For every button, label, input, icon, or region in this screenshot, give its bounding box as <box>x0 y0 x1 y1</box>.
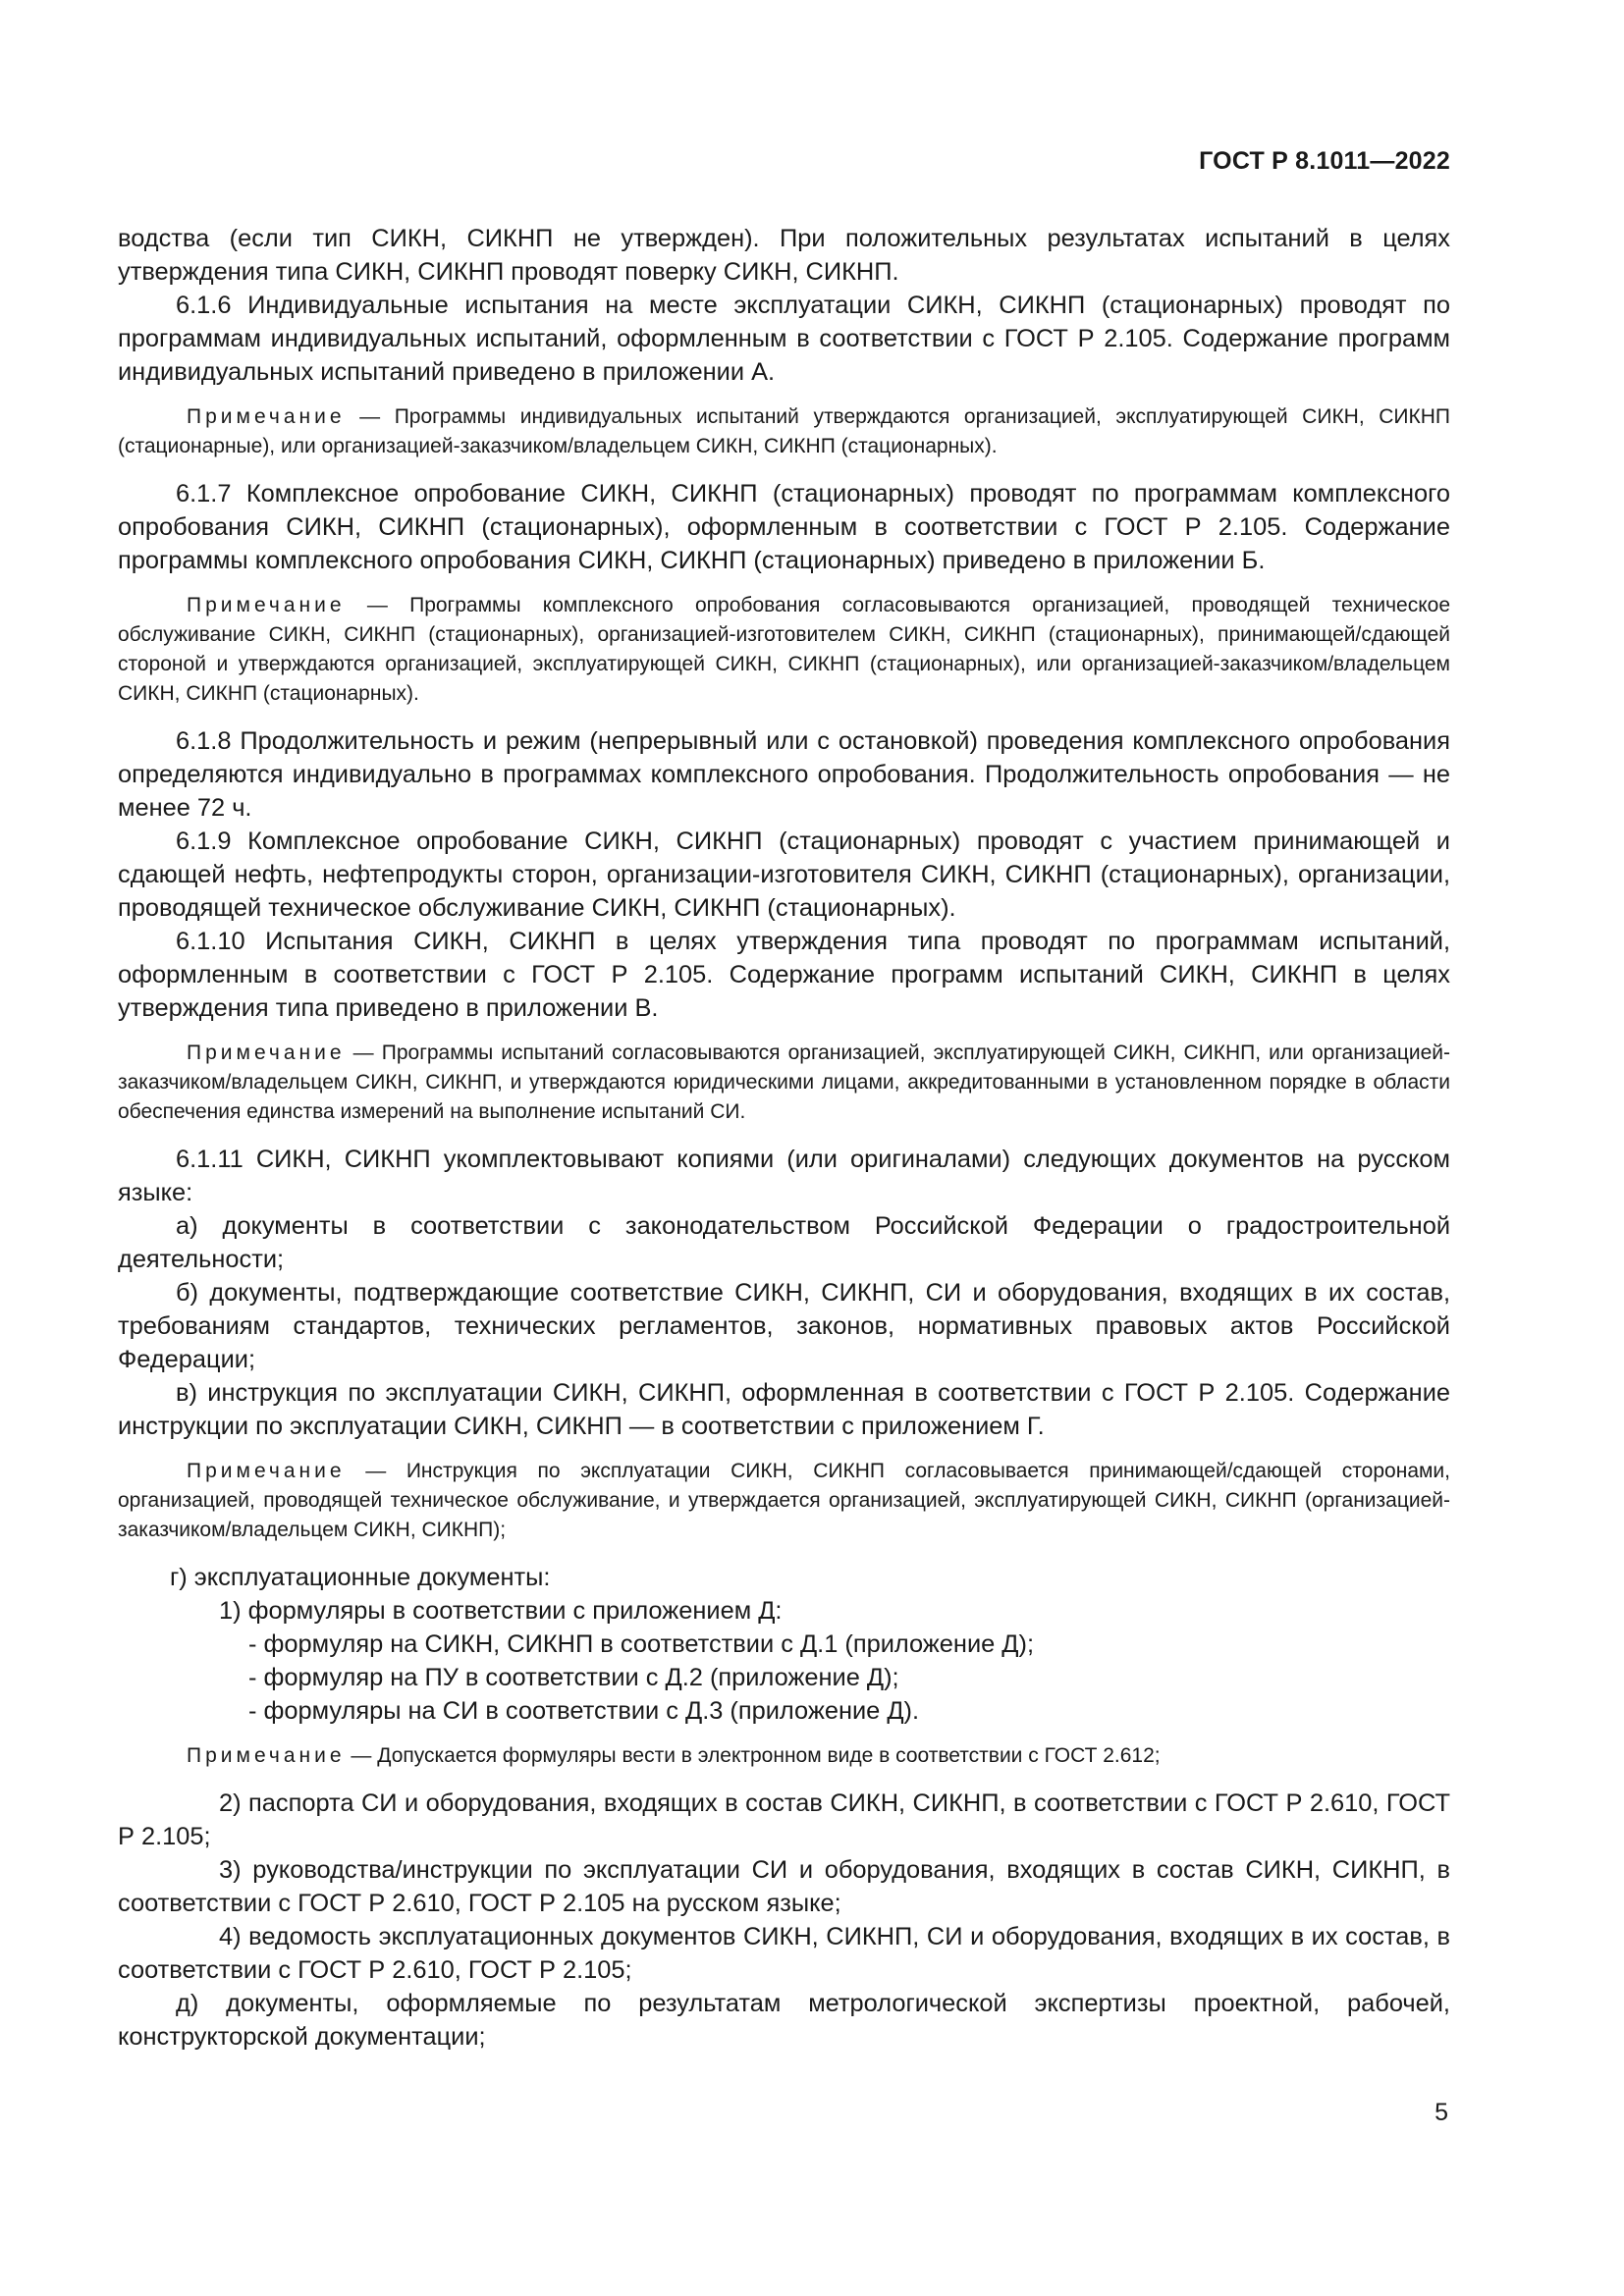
page-number: 5 <box>1435 2099 1448 2126</box>
clause-6-1-7: 6.1.7 Комплексное опробование СИКН, СИКНП (стационарных) проводят по программам комплексного опробования СИКН, СИКНП (стационарных), оформленным в соответствии с ГОСТ Р 2.105. Содержание программы комплексного опробования СИКН, СИКНП (стационарных) приведено в приложении Б. <box>118 480 1450 574</box>
dash-item-si-form: - формуляры на СИ в соответствии с Д.3 (приложение Д). <box>248 1697 920 1725</box>
list-item-v: в) инструкция по эксплуатации СИКН, СИКНП, оформленная в соответствии с ГОСТ Р 2.105. Содержание инструкции по эксплуатации СИКН, СИКНП — в соответствии с приложением Г. <box>118 1379 1450 1440</box>
sublist-item-1: 1) формуляры в соответствии с приложением Д: <box>219 1597 783 1625</box>
note-text: — Допускается формуляры вести в электронном виде в соответствии с ГОСТ 2.612; <box>345 1744 1161 1767</box>
note-electronic-forms <box>118 1741 1450 1771</box>
list-item-g: г) эксплуатационные документы: <box>170 1564 551 1591</box>
clause-6-1-10: 6.1.10 Испытания СИКН, СИКНП в целях утверждения типа проводят по программам испытаний, оформленным в соответствии с ГОСТ Р 2.105. Содержание программ испытаний СИКН, СИКНП в целях утверждения типа приведено в приложении В. <box>118 928 1450 1022</box>
note-label: Примечание <box>187 1744 346 1767</box>
note-6-1-6 <box>118 402 1450 461</box>
clause-6-1-6: 6.1.6 Индивидуальные испытания на месте эксплуатации СИКН, СИКНП (стационарных) проводят по программам индивидуальных испытаний, оформленным в соответствии с ГОСТ Р 2.105. Содержание программ индивидуальных испытаний приведено в приложении А. <box>118 292 1450 386</box>
note-6-1-7 <box>118 591 1450 709</box>
sublist-item-2: 2) паспорта СИ и оборудования, входящих в состав СИКН, СИКНП, в соответствии с ГОСТ Р 2.610, ГОСТ Р 2.105; <box>118 1789 1450 1850</box>
note-label: Примечание <box>187 594 346 616</box>
note-text: — Программы комплексного опробования согласовываются организацией, проводящей техническое обслуживание СИКН, СИКНП (стационарных), организацией-изготовителем СИКН, СИКНП (стационарных), принимающей/сдающей стороной и утверждаются организацией, эксплуатирующей СИКН, СИКНП (стационарных), или организацией-заказчиком/владельцем СИКН, СИКНП (стационарных). <box>118 594 1450 705</box>
note-instruction <box>118 1457 1450 1545</box>
document-standard-id: ГОСТ Р 8.1011—2022 <box>1199 147 1450 175</box>
list-item-b: б) документы, подтверждающие соответствие СИКН, СИКНП, СИ и оборудования, входящих в их состав, требованиям стандартов, технических регламентов, законов, нормативных правовых актов Российской Федерации; <box>118 1279 1450 1373</box>
paragraph-continuation: водства (если тип СИКН, СИКНП не утвержден). При положительных результатах испытаний в целях утверждения типа СИКН, СИКНП проводят поверку СИКН, СИКНП. <box>118 225 1450 286</box>
document-body <box>118 222 1450 2054</box>
note-6-1-10 <box>118 1039 1450 1127</box>
dash-item-pu-form: - формуляр на ПУ в соответствии с Д.2 (приложение Д); <box>248 1664 899 1691</box>
note-label: Примечание <box>187 405 346 428</box>
clause-6-1-11: 6.1.11 СИКН, СИКНП укомплектовывают копиями (или оригиналами) следующих документов на русском языке: <box>118 1146 1450 1206</box>
sublist-item-3: 3) руководства/инструкции по эксплуатации СИ и оборудования, входящих в состав СИКН, СИКНП, в соответствии с ГОСТ Р 2.610, ГОСТ Р 2.105 на русском языке; <box>118 1856 1450 1917</box>
note-text: — Программы испытаний согласовываются организацией, эксплуатирующей СИКН, СИКНП, или организацией-заказчиком/владельцем СИКН, СИКНП, и утверждаются юридическими лицами, аккредитованными в установленном порядке в области обеспечения единства измерений на выполнение испытаний СИ. <box>118 1041 1450 1123</box>
note-label: Примечание <box>187 1460 346 1482</box>
sublist-item-4: 4) ведомость эксплуатационных документов СИКН, СИКНП, СИ и оборудования, входящих в их состав, в соответствии с ГОСТ Р 2.610, ГОСТ Р 2.105; <box>118 1923 1450 1984</box>
clause-6-1-9: 6.1.9 Комплексное опробование СИКН, СИКНП (стационарных) проводят с участием принимающей и сдающей нефть, нефтепродукты сторон, организации-изготовителя СИКН, СИКНП (стационарных), организации, проводящей техническое обслуживание СИКН, СИКНП (стационарных). <box>118 828 1450 922</box>
dash-item-sikn-form: - формуляр на СИКН, СИКНП в соответствии с Д.1 (приложение Д); <box>248 1630 1035 1658</box>
note-text: — Инструкция по эксплуатации СИКН, СИКНП согласовывается принимающей/сдающей сторонами, организацией, проводящей техническое обслуживание, и утверждается организацией, эксплуатирующей СИКН, СИКНП (организацией-заказчиком/владельцем СИКН, СИКНП); <box>118 1460 1450 1541</box>
note-text: — Программы индивидуальных испытаний утверждаются организацией, эксплуатирующей СИКН, СИКНП (стационарные), или организацией-заказчиком/владельцем СИКН, СИКНП (стационарных). <box>118 405 1450 457</box>
note-label: Примечание <box>187 1041 346 1064</box>
list-item-d: д) документы, оформляемые по результатам метрологической экспертизы проектной, рабочей, конструкторской документации; <box>118 1990 1450 2051</box>
list-item-a: а) документы в соответствии с законодательством Российской Федерации о градостроительной деятельности; <box>118 1212 1450 1273</box>
clause-6-1-8: 6.1.8 Продолжительность и режим (непрерывный или с остановкой) проведения комплексного опробования определяются индивидуально в программах комплексного опробования. Продолжительность опробования — не менее 72 ч. <box>118 727 1450 822</box>
